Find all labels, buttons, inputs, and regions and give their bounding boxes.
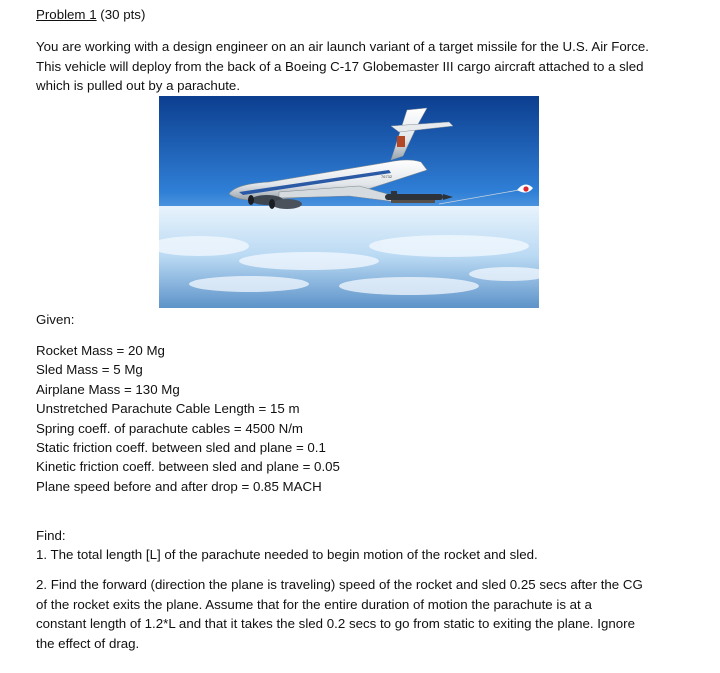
given-item: Plane speed before and after drop = 0.85 MACH bbox=[36, 478, 322, 494]
aircraft-registration: 76732 bbox=[381, 174, 393, 179]
question-2-line: of the rocket exits the plane. Assume that for the entire duration of motion the parachute is at a bbox=[36, 596, 592, 612]
aircraft-photo bbox=[159, 96, 539, 308]
find-question-1: 1. The total length [L] of the parachute needed to begin motion of the rocket and sled. bbox=[36, 547, 538, 562]
given-item: Spring coeff. of parachute cables = 4500 N/m bbox=[36, 420, 303, 436]
given-item: Unstretched Parachute Cable Length = 15 m bbox=[36, 401, 300, 417]
question-2-line: the effect of drag. bbox=[36, 635, 140, 651]
question-2-line: constant length of 1.2*L and that it takes the sled 0.2 secs to go from static to exiting the plane. Ignore bbox=[36, 616, 635, 631]
given-item: Kinetic friction coeff. between sled and plane = 0.05 bbox=[36, 459, 340, 475]
given-item: Static friction coeff. between sled and plane = 0.1 bbox=[36, 440, 326, 456]
given-item: Sled Mass = 5 Mg bbox=[36, 362, 143, 378]
intro-line: which is pulled out by a parachute. bbox=[36, 78, 241, 93]
given-item: Rocket Mass = 20 Mg bbox=[36, 343, 165, 358]
given-label: Given: bbox=[36, 312, 75, 327]
find-question-2 bbox=[36, 575, 676, 653]
given-list bbox=[36, 341, 340, 496]
problem-heading bbox=[36, 7, 145, 22]
problem-points: (30 pts) bbox=[96, 7, 146, 22]
given-item: Airplane Mass = 130 Mg bbox=[36, 381, 180, 397]
intro-line: You are working with a design engineer on an air launch variant of a target missile for the U.S. Air Force. bbox=[36, 39, 649, 54]
question-2-line: 2. Find the forward (direction the plane is traveling) speed of the rocket and sled 0.25 secs after the CG bbox=[36, 577, 643, 592]
intro-paragraph bbox=[36, 37, 676, 96]
find-label: Find: bbox=[36, 528, 66, 543]
intro-line: This vehicle will deploy from the back of a Boeing C-17 Globemaster III cargo aircraft attached to a sled bbox=[36, 58, 644, 74]
problem-title: Problem 1 bbox=[36, 7, 97, 22]
tail-emblem bbox=[397, 136, 405, 147]
